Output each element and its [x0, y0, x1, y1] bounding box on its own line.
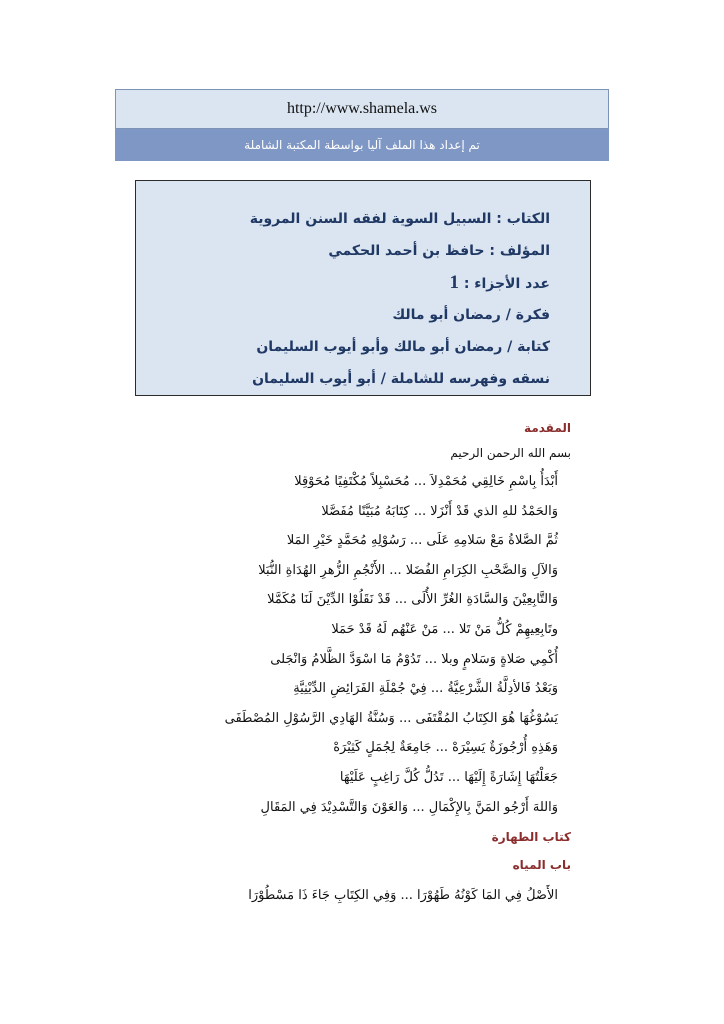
basmala: بسم الله الرحمن الرحيم	[450, 446, 571, 460]
poem-verse: أَبْدَأُ بِاسْمِ خَالِقِي مُحَمْدِلاَ ... مُحَسْبِلاً مُكْتَفِيًا مُحَوْقِلا	[294, 474, 558, 489]
poem-verse: وتَابِعِيهِمْ كُلُّ مَنْ تَلا ... مَنْ عَنْهُم لَهُ قَدْ حَمَلا	[331, 621, 558, 637]
site-url-banner	[115, 89, 609, 129]
poem-verse: أُكْمِي صَلاةٍ وَسَلامٍ وبلا ... تَدُوْمُ مَا اسْوَدَّ الظَّلامُ وَانْجَلى	[270, 651, 558, 667]
generated-note-bar	[115, 129, 609, 161]
book-formatting: نسقه وفهرسه للشاملة / أبو أيوب السليمان	[252, 371, 550, 387]
intro-poem	[100, 467, 570, 822]
poem-verse: وَبَعْدُ فَالأدِلَّةُ الشَّرْعِيَّةُ ... فِيْ جُمْلَةِ الفَرَائِضِ الدِّيْنِيَّةِ	[293, 681, 558, 697]
book-title: الكتاب : السبيل السوية لفقه السنن المروية	[249, 211, 550, 227]
site-url: http://www.shamela.ws	[286, 100, 438, 117]
poem-verse: وَهَذِهِ أُرْجُوزَةٌ يَسِيْرَهْ ... جَامِعَةٌ لِجُمَلٍ كَثِيْرَهْ	[333, 740, 558, 756]
parts-value: 1	[449, 272, 459, 293]
parts-label: عدد الأجزاء :	[463, 276, 550, 292]
book-author: المؤلف : حافظ بن أحمد الحكمي	[328, 243, 550, 259]
poem-verse: وَالآلِ وَالصَّحْبِ الكِرَامِ الفُضَلا ... الأَنْجُمِ الزُّهرِ الهُدَاةِ النُّبَلا	[258, 562, 558, 578]
poem-verse: وَالحَمْدُ للهِ الذي قَدْ أَنْزَلا ... كِتَابَهُ مُبَيَّنًا مُفَصَّلا	[321, 503, 558, 519]
poem-verse: الأَصْلُ فِي المَا كَوْنُهُ طَهُوْرَا ... وَفِي الكِتَابِ جَاءَ ذَا مَسْطُوْرَا	[248, 888, 558, 903]
poem-verse: وَالتَّابِعِيْنَ وَالسَّادَةِ الغُرِّ الأُلَى ... قَدْ نَقَلُوْا الدِّيْنَ لَنَا مُكَمَّلا	[267, 592, 558, 608]
book-idea: فكرة / رمضان أبو مالك	[392, 307, 550, 323]
purity-poem	[100, 881, 570, 911]
book-info-box	[135, 180, 591, 396]
generated-note: تم إعداد هذا الملف آليا بواسطة المكتبة الشاملة	[244, 138, 480, 152]
book-heading: كتاب الطهارة	[491, 830, 571, 844]
book-writing: كتابة / رمضان أبو مالك وأبو أيوب السليمان	[256, 339, 550, 355]
book-parts	[156, 267, 550, 299]
poem-verse: جَعَلْتُهَا إِشَارَةً إِلَيْهَا ... تَدُلُّ كُلَّ رَاغِبٍ عَلَيْهَا	[339, 769, 558, 785]
poem-verse: يَسُوْغُهَا هُوَ الكِتَابُ المُقْتَفَى ... وَسُنَّةُ الهَادِي الرَّسُوْلِ المُصْطَفَى	[224, 710, 558, 726]
intro-heading: المقدمة	[524, 421, 571, 435]
poem-verse: ثُمَّ الصَّلاةُ مَعْ سَلامِهِ عَلَى ... رَسُوْلِهِ مُحَمَّدٍ خَيْرِ المَلا	[286, 533, 558, 549]
poem-verse: وَاللهَ أَرْجُو المَنَّ بِالإِكْمَالِ ... وَالعَوْنَ وَالتَّسْدِيْدَ فِي المَقَالِ	[260, 799, 558, 815]
chapter-heading: باب المياه	[512, 858, 571, 872]
